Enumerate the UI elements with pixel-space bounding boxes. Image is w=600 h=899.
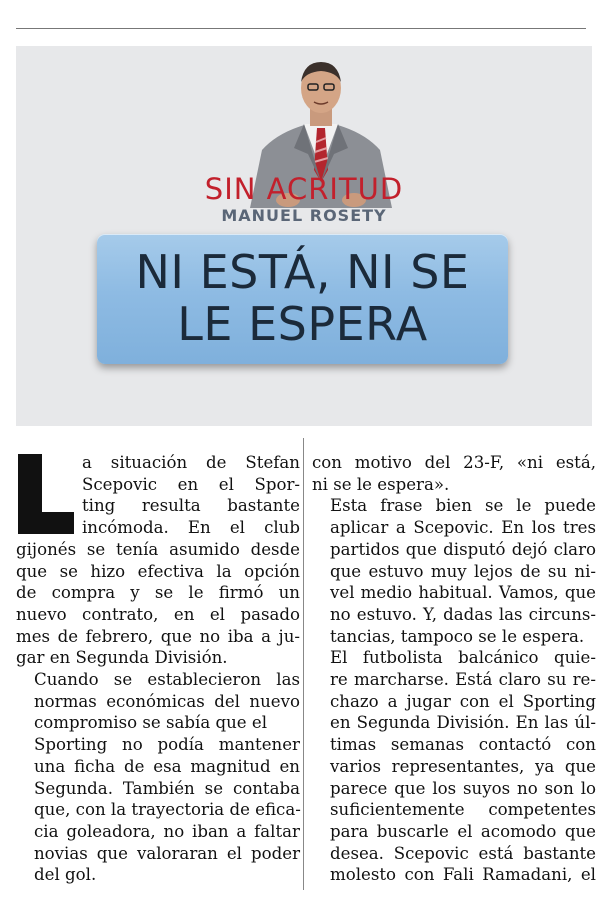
text-line: varios representantes, ya que xyxy=(330,756,596,776)
text-line: incómoda. En el club xyxy=(82,518,300,538)
text-line: tancias, tampoco se le espera. xyxy=(330,626,585,646)
text-line: compromiso se sabía que el xyxy=(34,713,268,733)
text-line: vel medio habitual. Vamos, que xyxy=(330,583,596,603)
author-name: MANUEL ROSETY xyxy=(221,206,387,225)
text-line: para buscarle el acomodo que xyxy=(330,821,596,841)
text-line: que estuvo muy lejos de su ni- xyxy=(330,561,596,581)
text-line: una ficha de esa magnitud en xyxy=(34,756,300,776)
text-line: parece que los suyos no son lo xyxy=(330,778,596,798)
text-line: novias que valoraran el poder xyxy=(34,843,300,863)
text-line: que, con la trayectoria de efica- xyxy=(34,800,301,820)
headline-box xyxy=(97,234,508,364)
text-line: Segunda. También se contaba xyxy=(34,778,300,798)
text-line: Esta frase bien se le puede xyxy=(330,496,596,516)
text-line: ting resulta bastante xyxy=(82,496,300,516)
text-line: normas económicas del nuevo xyxy=(34,691,300,711)
text-line: a situación de Stefan xyxy=(82,453,300,472)
text-line: gijonés se tenía asumido desde xyxy=(16,539,300,559)
article-column-right xyxy=(312,452,596,886)
text-line: no estuvo. Y, dadas las circuns- xyxy=(330,604,596,624)
text-line: con motivo del 23-F, «ni está, xyxy=(312,453,596,472)
article-paragraph-3 xyxy=(312,452,596,495)
dropcap-letter xyxy=(18,454,74,534)
text-line: del gol. xyxy=(34,865,97,885)
text-line: El futbolista balcánico quie- xyxy=(330,648,596,668)
article-paragraph-4 xyxy=(312,495,596,647)
text-line: cia goleadora, no iban a faltar xyxy=(34,821,300,841)
article-paragraph-5 xyxy=(312,647,596,886)
headline-line-2: LE ESPERA xyxy=(177,297,428,351)
text-line: aplicar a Scepovic. En los tres xyxy=(330,518,596,538)
text-line: suficientemente competentes xyxy=(330,800,596,820)
column-divider xyxy=(303,438,304,890)
text-line: de compra y se le firmó un xyxy=(16,583,300,603)
text-line: que se hizo efectiva la opción xyxy=(16,561,300,581)
text-line: Cuando se establecieron las xyxy=(34,670,300,690)
text-line: mes de febrero, que no iba a ju- xyxy=(16,626,300,646)
section-title: SIN ACRITUD xyxy=(204,172,404,206)
text-line: re marcharse. Está claro su re- xyxy=(330,670,596,690)
headline xyxy=(97,246,508,350)
text-line: chazo a jugar con el Sporting xyxy=(330,691,596,711)
text-line: timas semanas contactó con xyxy=(330,735,596,755)
text-line: Scepovic en el Spor- xyxy=(82,474,300,494)
text-line: en Segunda División. En las úl- xyxy=(330,713,596,733)
article-column-left xyxy=(16,452,300,886)
text-line: molesto con Fali Ramadani, el xyxy=(330,865,596,885)
text-line: ni se le espera». xyxy=(312,474,450,494)
article-paragraph-2 xyxy=(16,669,300,886)
text-line: nuevo contrato, en el pasado xyxy=(16,604,300,624)
text-line: partidos que disputó dejó claro xyxy=(330,539,596,559)
headline-line-1: NI ESTÁ, NI SE xyxy=(135,245,470,299)
text-line: Sporting no podía mantener xyxy=(34,735,300,755)
text-line: gar en Segunda División. xyxy=(16,648,228,668)
top-rule xyxy=(16,28,586,29)
text-line: desea. Scepovic está bastante xyxy=(330,843,596,863)
